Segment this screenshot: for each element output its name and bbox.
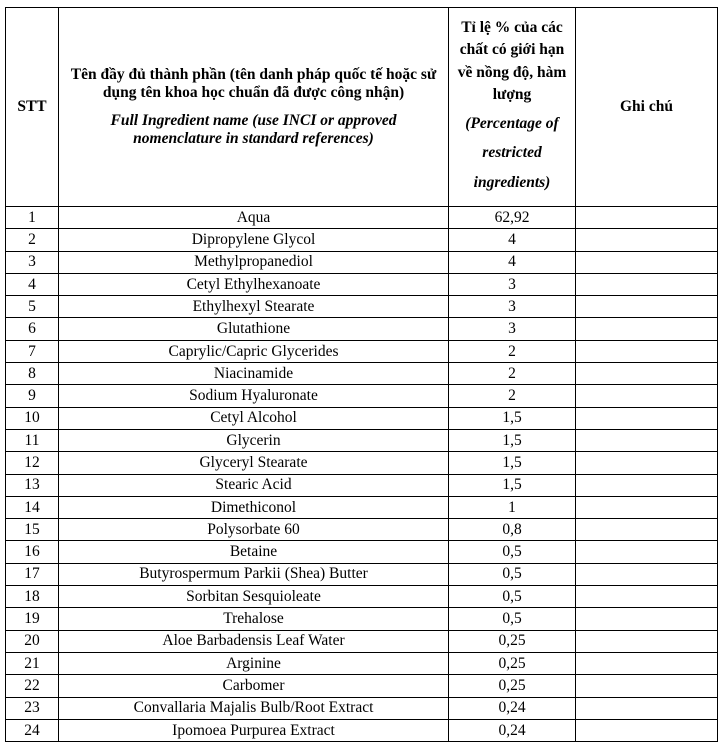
cell-stt: 4 bbox=[6, 273, 59, 295]
cell-stt: 3 bbox=[6, 251, 59, 273]
cell-ingredient-name: Aloe Barbadensis Leaf Water bbox=[59, 630, 449, 652]
cell-stt: 24 bbox=[6, 719, 59, 741]
cell-note bbox=[576, 452, 718, 474]
table-row bbox=[6, 385, 718, 407]
cell-ingredient-name: Sorbitan Sesquioleate bbox=[59, 586, 449, 608]
cell-stt: 5 bbox=[6, 296, 59, 318]
cell-ingredient-name: Glutathione bbox=[59, 318, 449, 340]
cell-note bbox=[576, 630, 718, 652]
header-row bbox=[6, 8, 718, 207]
cell-ingredient-name: Methylpropanediol bbox=[59, 251, 449, 273]
table-row bbox=[6, 519, 718, 541]
cell-stt: 12 bbox=[6, 452, 59, 474]
header-ratio-vi: Tỉ lệ % của các chất có giới hạn về nồng độ, hàm lượng bbox=[457, 18, 567, 104]
cell-percentage: 3 bbox=[449, 318, 576, 340]
cell-note bbox=[576, 586, 718, 608]
cell-stt: 1 bbox=[6, 207, 59, 229]
cell-stt: 11 bbox=[6, 429, 59, 451]
cell-stt: 13 bbox=[6, 474, 59, 496]
cell-percentage: 0,5 bbox=[449, 586, 576, 608]
table-body bbox=[6, 207, 718, 742]
cell-percentage: 62,92 bbox=[449, 207, 576, 229]
cell-stt: 7 bbox=[6, 340, 59, 362]
cell-ingredient-name: Sodium Hyaluronate bbox=[59, 385, 449, 407]
cell-ingredient-name: Arginine bbox=[59, 652, 449, 674]
cell-stt: 14 bbox=[6, 496, 59, 518]
table-row bbox=[6, 407, 718, 429]
table-row bbox=[6, 251, 718, 273]
cell-stt: 20 bbox=[6, 630, 59, 652]
cell-note bbox=[576, 429, 718, 451]
table-row bbox=[6, 541, 718, 563]
table-row bbox=[6, 630, 718, 652]
table-row bbox=[6, 363, 718, 385]
cell-ingredient-name: Aqua bbox=[59, 207, 449, 229]
cell-ingredient-name: Niacinamide bbox=[59, 363, 449, 385]
cell-note bbox=[576, 207, 718, 229]
table-row bbox=[6, 719, 718, 741]
table-row bbox=[6, 586, 718, 608]
cell-ingredient-name: Carbomer bbox=[59, 675, 449, 697]
cell-ingredient-name: Ipomoea Purpurea Extract bbox=[59, 719, 449, 741]
cell-percentage: 3 bbox=[449, 273, 576, 295]
table-row bbox=[6, 697, 718, 719]
cell-note bbox=[576, 474, 718, 496]
table-row bbox=[6, 207, 718, 229]
cell-ingredient-name: Caprylic/Capric Glycerides bbox=[59, 340, 449, 362]
cell-ingredient-name: Polysorbate 60 bbox=[59, 519, 449, 541]
cell-note bbox=[576, 496, 718, 518]
cell-percentage: 0,5 bbox=[449, 608, 576, 630]
table-row bbox=[6, 318, 718, 340]
cell-percentage: 4 bbox=[449, 229, 576, 251]
cell-stt: 16 bbox=[6, 541, 59, 563]
table-row bbox=[6, 608, 718, 630]
cell-ingredient-name: Trehalose bbox=[59, 608, 449, 630]
cell-percentage: 0,24 bbox=[449, 697, 576, 719]
cell-note bbox=[576, 296, 718, 318]
cell-percentage: 0,25 bbox=[449, 652, 576, 674]
cell-ingredient-name: Stearic Acid bbox=[59, 474, 449, 496]
cell-note bbox=[576, 363, 718, 385]
cell-stt: 22 bbox=[6, 675, 59, 697]
cell-stt: 15 bbox=[6, 519, 59, 541]
cell-stt: 6 bbox=[6, 318, 59, 340]
cell-percentage: 2 bbox=[449, 363, 576, 385]
header-note: Ghi chú bbox=[576, 8, 718, 207]
cell-percentage: 1,5 bbox=[449, 452, 576, 474]
cell-stt: 21 bbox=[6, 652, 59, 674]
cell-stt: 18 bbox=[6, 586, 59, 608]
cell-note bbox=[576, 697, 718, 719]
cell-ingredient-name: Dipropylene Glycol bbox=[59, 229, 449, 251]
table-row bbox=[6, 229, 718, 251]
cell-percentage: 1,5 bbox=[449, 407, 576, 429]
cell-percentage: 0,25 bbox=[449, 675, 576, 697]
cell-percentage: 1,5 bbox=[449, 474, 576, 496]
cell-ingredient-name: Ethylhexyl Stearate bbox=[59, 296, 449, 318]
cell-percentage: 2 bbox=[449, 340, 576, 362]
header-name-en: Full Ingredient name (use INCI or approved nomenclature in standard references) bbox=[110, 112, 397, 147]
table-row bbox=[6, 429, 718, 451]
cell-stt: 23 bbox=[6, 697, 59, 719]
cell-note bbox=[576, 273, 718, 295]
cell-percentage: 3 bbox=[449, 296, 576, 318]
cell-note bbox=[576, 407, 718, 429]
table-row bbox=[6, 652, 718, 674]
cell-stt: 10 bbox=[6, 407, 59, 429]
header-stt: STT bbox=[6, 8, 59, 207]
cell-note bbox=[576, 608, 718, 630]
cell-note bbox=[576, 340, 718, 362]
table-row bbox=[6, 474, 718, 496]
header-percentage bbox=[449, 8, 576, 207]
cell-percentage: 0,24 bbox=[449, 719, 576, 741]
table-row bbox=[6, 340, 718, 362]
ingredients-table bbox=[5, 7, 718, 742]
cell-percentage: 1 bbox=[449, 496, 576, 518]
table-row bbox=[6, 452, 718, 474]
cell-ingredient-name: Cetyl Alcohol bbox=[59, 407, 449, 429]
cell-note bbox=[576, 719, 718, 741]
cell-ingredient-name: Glycerin bbox=[59, 429, 449, 451]
cell-note bbox=[576, 652, 718, 674]
cell-percentage: 1,5 bbox=[449, 429, 576, 451]
cell-stt: 17 bbox=[6, 563, 59, 585]
cell-stt: 19 bbox=[6, 608, 59, 630]
cell-ingredient-name: Glyceryl Stearate bbox=[59, 452, 449, 474]
cell-percentage: 0,5 bbox=[449, 541, 576, 563]
cell-ingredient-name: Butyrospermum Parkii (Shea) Butter bbox=[59, 563, 449, 585]
cell-percentage: 0,5 bbox=[449, 563, 576, 585]
cell-note bbox=[576, 519, 718, 541]
cell-percentage: 0,8 bbox=[449, 519, 576, 541]
table-row bbox=[6, 296, 718, 318]
cell-percentage: 2 bbox=[449, 385, 576, 407]
cell-ingredient-name: Betaine bbox=[59, 541, 449, 563]
header-ratio-en: (Percentage of restricted ingredients) bbox=[465, 114, 559, 191]
header-ingredient-name bbox=[59, 8, 449, 207]
cell-stt: 9 bbox=[6, 385, 59, 407]
cell-note bbox=[576, 251, 718, 273]
cell-percentage: 4 bbox=[449, 251, 576, 273]
cell-note bbox=[576, 541, 718, 563]
cell-ingredient-name: Dimethiconol bbox=[59, 496, 449, 518]
table-row bbox=[6, 273, 718, 295]
cell-stt: 2 bbox=[6, 229, 59, 251]
cell-note bbox=[576, 318, 718, 340]
cell-note bbox=[576, 229, 718, 251]
cell-ingredient-name: Convallaria Majalis Bulb/Root Extract bbox=[59, 697, 449, 719]
cell-ingredient-name: Cetyl Ethylhexanoate bbox=[59, 273, 449, 295]
cell-note bbox=[576, 563, 718, 585]
table-row bbox=[6, 496, 718, 518]
table-row bbox=[6, 563, 718, 585]
cell-stt: 8 bbox=[6, 363, 59, 385]
cell-note bbox=[576, 385, 718, 407]
cell-note bbox=[576, 675, 718, 697]
table-row bbox=[6, 675, 718, 697]
header-name-vi: Tên đầy đủ thành phần (tên danh pháp quốc tế hoặc sử dụng tên khoa học chuẩn đã được công nhận) bbox=[70, 66, 437, 102]
cell-percentage: 0,25 bbox=[449, 630, 576, 652]
